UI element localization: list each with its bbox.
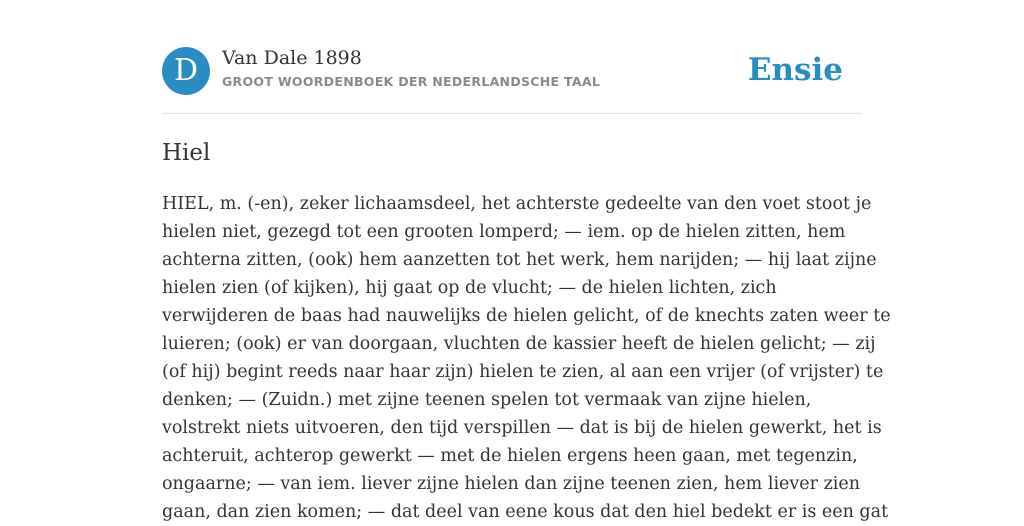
definition-line: hielen zien (of kijken), hij gaat op de vlucht; — de hielen lichten, zich (162, 278, 777, 298)
source-title[interactable]: Van Dale 1898 (222, 47, 362, 69)
definition-line: ongaarne; — van iem. liever zijne hielen dan zijne teenen zien, hem liever zien (162, 474, 861, 494)
source-header (162, 46, 862, 96)
definition-line: denken; — (Zuidn.) met zijne teenen spelen tot vermaak van zijne hielen, (162, 390, 812, 410)
source-subtitle: GROOT WOORDENBOEK DER NEDERLANDSCHE TAAL (222, 74, 601, 89)
definition-line: volstrekt niets uitvoeren, den tijd verspillen — dat is bij de hielen gewerkt, het is (162, 418, 882, 438)
entry-definition (162, 190, 891, 526)
definition-line: achterna zitten, (ook) hem aanzetten tot het werk, hem narijden; — hij laat zijne (162, 250, 877, 270)
definition-line: verwijderen de baas had nauwelijks de hielen gelicht, of de knechts zaten weer te (162, 306, 891, 326)
definition-line: luieren; (ook) er van doorgaan, vluchten de kassier heeft de hielen gelicht; — zij (162, 334, 876, 354)
dictionary-card (162, 0, 891, 522)
entry-headword: Hiel (162, 140, 211, 166)
header-divider (162, 113, 862, 114)
brand-logo[interactable]: Ensie (747, 52, 843, 88)
definition-line: HIEL, m. (-en), zeker lichaamsdeel, het achterste gedeelte van den voet stoot je (162, 194, 872, 214)
definition-line: achteruit, achterop gewerkt — met de hielen ergens heen gaan, met tegenzin, (162, 446, 858, 466)
definition-line: hielen niet, gezegd tot een grooten lomperd; — iem. op de hielen zitten, hem (162, 222, 846, 242)
definition-line: (of hij) begint reeds naar haar zijn) hielen te zien, al aan een vrijer (of vrijster) te (162, 362, 884, 382)
definition-line: gaan, dan zien komen; — dat deel van eene kous dat den hiel bedekt er is een gat (162, 502, 889, 522)
source-avatar: D (162, 47, 210, 95)
